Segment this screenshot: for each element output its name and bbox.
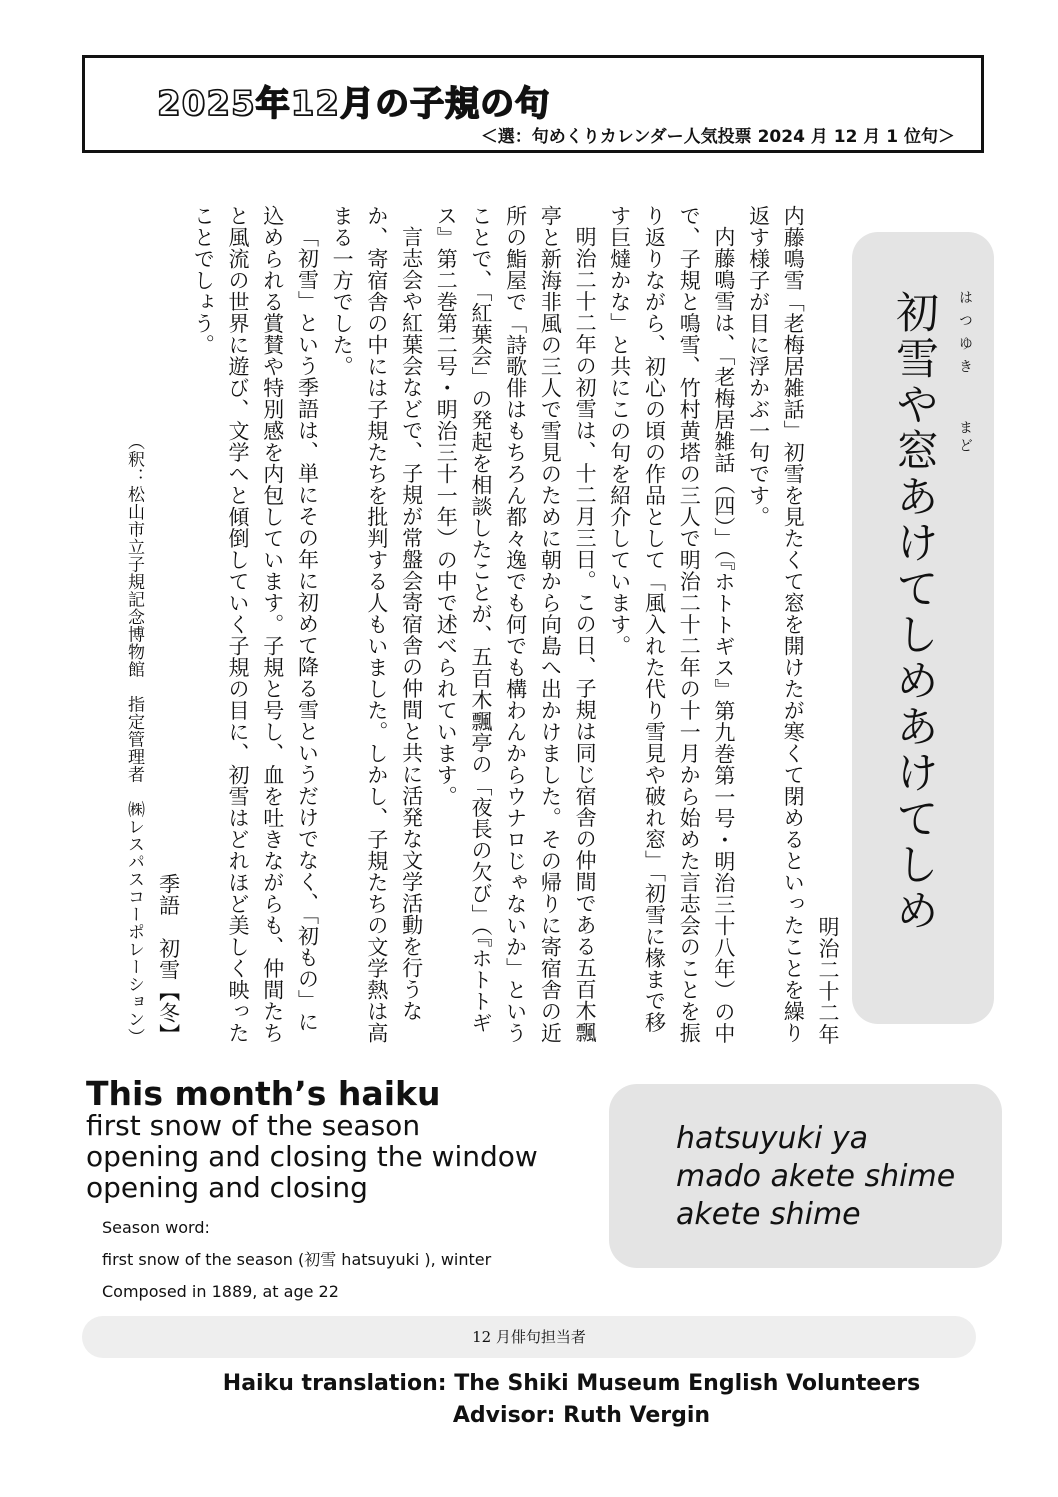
commentary-credit: （釈：松山市立子規記念博物館 指定管理者 ㈱レスパスコーポレーション）	[123, 432, 144, 1045]
commentary-paragraph-1: 内藤鳴雪「老梅居雑話」初雪を見たくて窓を開けたが寒くて閉めるといったことを繰り返す様子が目に浮かぶ一句です。	[746, 205, 806, 1044]
commentary-paragraph-2: 内藤鳴雪は、「老梅居雑話（四）」（『ホトトギス』第九巻第一号・明治三十八年）の中で、子規と鳴雪、竹村黄塔の三人で明治二十二年の十一月から始めた言志会のことを振り返りながら、初心の頃の作品として「風入れた代り雪見や破れ窓」「初雪に椽まで移す巨燵かな」と共にこの句を紹介しています。	[607, 205, 736, 1044]
commentary-paragraph-4: 言志会や紅葉会などで、子規が常盤会寄宿舎の仲間と共に活発な文学活動を行うなか、寄宿舎の中には子規たちを批判する人もいました。しかし、子規たちの文学熱は高まる一方でした。	[330, 205, 424, 1044]
commentary-season-word: 季語 初雪【冬】	[156, 873, 181, 1045]
translation-credits	[0, 1368, 1058, 1432]
commentary-paragraph-5: 「初雪」という季語は、単にその年に初めて降る雪というだけでなく、「初もの」に込められる賞賛や特別感を内包しています。子規と号し、血を吐きながらも、仲間たちと風流の世界に遊び、文学へと傾倒していく子規の目に、初雪はどれほど美しく映ったことでしょう。	[191, 205, 320, 1044]
romaji-line-2: mado akete shime	[676, 1159, 956, 1194]
staff-label: 12 月俳句担当者	[82, 1316, 976, 1358]
english-translation	[86, 1110, 538, 1203]
translation-credit: Haiku translation: The Shiki Museum English Volunteers	[222, 1371, 921, 1396]
season-info	[102, 1212, 491, 1308]
english-heading: This month’s haiku	[86, 1074, 441, 1113]
haiku-vertical-text: 初雪や窓あけてしめあけてしめ	[889, 290, 939, 934]
romaji-text	[676, 1120, 955, 1234]
english-line-3: opening and closing	[86, 1171, 368, 1204]
commentary-paragraph-3: 明治二十二年の初雪は、十二月三日。この日、子規は同じ宿舎の仲間である五百木飄亭と新海非風の三人で雪見のために朝から向島へ出かけました。その帰りに寄宿舎の近所の鮨屋で「詩歌俳はもちろん都々逸でも何でも構わんからウナロじゃないか」ということで、「紅葉会」の発起を相談したことが、五百木飄亭の「夜長の欠び」（『ホトトギス』第二巻第二号・明治三十一年）の中で述べられています。	[434, 205, 598, 1044]
advisor-credit: Advisor: Ruth Vergin	[452, 1403, 711, 1428]
season-label: Season word:	[102, 1218, 210, 1237]
header-box	[82, 55, 984, 153]
ruby-hatsuyuki: はつゆき	[957, 290, 973, 382]
composed-note: Composed in 1889, at age 22	[102, 1282, 339, 1301]
commentary-year: 明治二十二年	[816, 916, 840, 1045]
page-subtitle: ＜選：句めくりカレンダー人気投票 2024 月 12 月 1 位句＞	[480, 127, 955, 147]
english-line-1: first snow of the season	[86, 1109, 421, 1142]
page-title: 2025年12月の子規の句	[157, 84, 550, 124]
ruby-mado: まど	[957, 420, 973, 456]
english-line-2: opening and closing the window	[86, 1140, 538, 1173]
season-value: first snow of the season (初雪 hatsuyuki ), winter	[102, 1250, 492, 1269]
romaji-line-3: akete shime	[676, 1197, 861, 1232]
commentary	[105, 205, 845, 1045]
romaji-line-1: hatsuyuki ya	[676, 1121, 868, 1156]
